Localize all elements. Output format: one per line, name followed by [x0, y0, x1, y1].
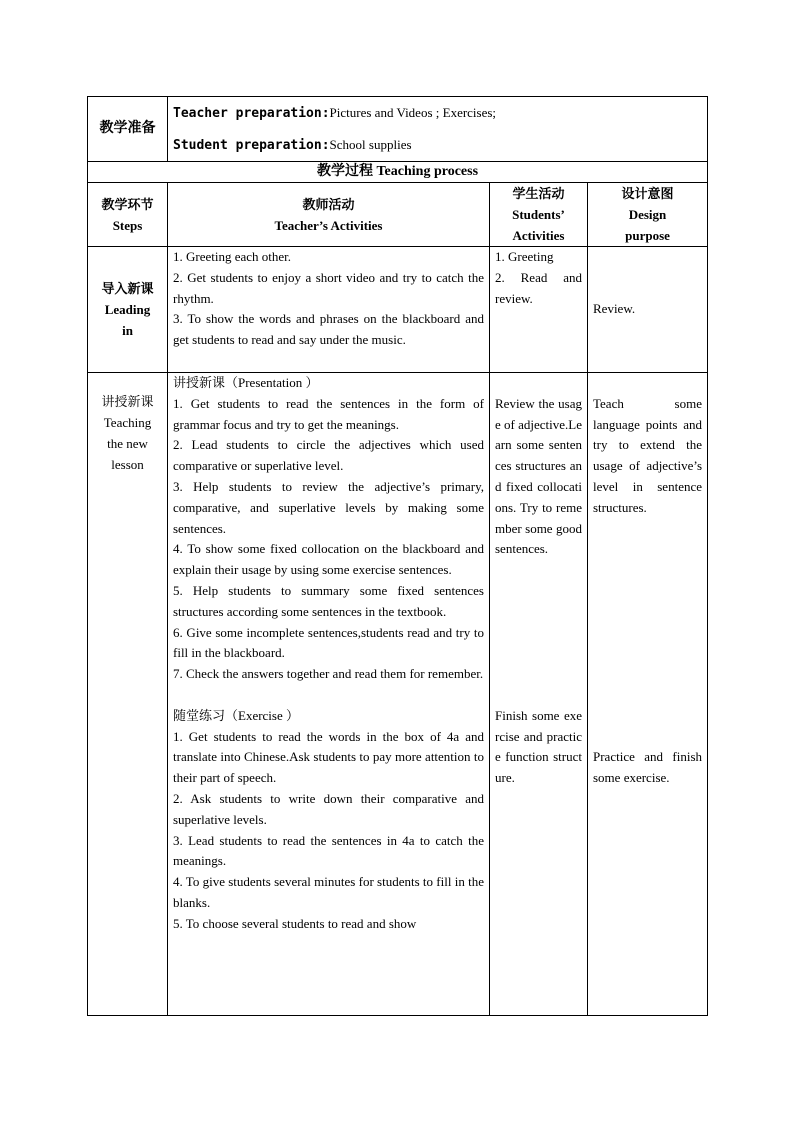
- presentation-step: 5. Help students to summary some fixed sentences structures according some sentences in the textbook.: [173, 582, 484, 619]
- presentation-title: 讲授新课（Presentation ）: [173, 375, 319, 390]
- teaching-label-en-3: lesson: [111, 457, 144, 472]
- leading-in-design: Review.: [588, 247, 708, 373]
- cell-gap: [593, 539, 702, 560]
- cell-gap: [593, 519, 702, 540]
- process-title: 教学过程 Teaching process: [88, 162, 708, 183]
- exercise-step: 3. Lead students to read the sentences in 4a to catch the meanings.: [173, 832, 484, 869]
- preparation-label: 教学准备: [88, 97, 168, 162]
- header-student-cn: 学生活动: [512, 186, 565, 201]
- header-teacher: [168, 183, 490, 247]
- cell-gap: [593, 373, 702, 394]
- header-steps-en: Steps: [112, 217, 143, 233]
- leading-in-label-cn: 导入新课: [101, 281, 154, 296]
- header-student: [490, 183, 588, 247]
- teaching-row: [88, 373, 708, 1016]
- leading-in-label-en-2: in: [122, 323, 133, 338]
- cell-gap: [593, 664, 702, 685]
- teacher-preparation-key: Teacher preparation:: [173, 106, 330, 121]
- teaching-teacher: [168, 373, 490, 1016]
- header-design-cn: 设计意图: [621, 186, 674, 201]
- presentation-step: 2. Lead students to circle the adjectives which used comparative or superlative level.: [173, 437, 484, 474]
- exercise-title: 随堂练习（Exercise ）: [173, 707, 300, 723]
- header-design-en-1: Design: [628, 207, 667, 222]
- section-gap: [173, 685, 484, 706]
- student-presentation: Review the usage of adjective.Learn some sentences structures and fixed collocations. Try to remember some good sentences.: [495, 395, 582, 557]
- preparation-row: [88, 97, 708, 162]
- student-preparation: [173, 129, 702, 161]
- student-exercise: Finish some exercise and practice function structure.: [495, 707, 582, 786]
- header-steps-cn: 教学环节: [101, 196, 154, 212]
- cell-gap: [495, 373, 582, 394]
- header-student-en-1: Students’: [512, 207, 565, 222]
- exercise-step: 2. Ask students to write down their comparative and superlative levels.: [173, 790, 484, 827]
- presentation-step: 3. Help students to review the adjective’s primary, comparative, and superlative levels by making some sentences.: [173, 478, 484, 536]
- cell-gap: [495, 685, 582, 706]
- teaching-label-en-1: Teaching: [103, 415, 152, 430]
- presentation-step: 1. Get students to read the sentences in the form of grammar focus and try to get the meanings.: [173, 395, 484, 432]
- teaching-student: [490, 373, 588, 1016]
- cell-gap: [593, 602, 702, 623]
- header-design-en-2: purpose: [625, 228, 670, 243]
- cell-gap: [495, 664, 582, 685]
- cell-gap: [593, 581, 702, 602]
- presentation-step: 6. Give some incomplete sentences,students read and try to fill in the blackboard.: [173, 624, 484, 661]
- student-preparation-value: School supplies: [329, 137, 412, 152]
- preparation-content: [168, 97, 708, 162]
- cell-gap: [495, 602, 582, 623]
- leading-in-row: [88, 247, 708, 373]
- leading-in-label-en-1: Leading: [104, 302, 151, 317]
- teaching-label-en-2: the new: [107, 436, 148, 451]
- leading-in-teacher-step: 3. To show the words and phrases on the blackboard and get students to read and say under the music.: [173, 311, 484, 348]
- leading-in-student-step: 1. Greeting: [495, 249, 554, 264]
- header-row: [88, 183, 708, 247]
- cell-gap: [495, 623, 582, 644]
- presentation-step: 7. Check the answers together and read them for remember.: [173, 666, 484, 682]
- leading-in-student-step: 2. Read and review.: [495, 269, 582, 306]
- cell-gap: [593, 727, 702, 748]
- cell-gap: [495, 581, 582, 602]
- cell-gap: [593, 560, 702, 581]
- header-design: [588, 183, 708, 247]
- header-steps: [88, 183, 168, 247]
- design-exercise: Practice and finish some exercise.: [593, 749, 703, 786]
- header-teacher-cn: 教师活动: [302, 196, 355, 212]
- cell-gap: [593, 685, 702, 706]
- header-student-en-2: Activities: [512, 228, 565, 243]
- design-presentation: Teach some language points and try to extend the usage of adjective’s level in sentence structures.: [593, 395, 703, 515]
- exercise-step: 5. To choose several students to read and show: [173, 915, 417, 931]
- process-title-row: [88, 162, 708, 183]
- cell-gap: [593, 623, 702, 644]
- student-preparation-key: Student preparation:: [173, 138, 330, 153]
- leading-in-teacher-step: 2. Get students to enjoy a short video and try to catch the rhythm.: [173, 269, 484, 306]
- teacher-preparation: [173, 97, 702, 129]
- leading-in-student: [490, 247, 588, 373]
- exercise-step: 4. To give students several minutes for students to fill in the blanks.: [173, 874, 484, 910]
- lesson-plan-table: [87, 96, 708, 1016]
- leading-in-label: [88, 247, 168, 373]
- cell-gap: [495, 643, 582, 664]
- cell-gap: [593, 706, 702, 727]
- teacher-preparation-value: Pictures and Videos ; Exercises;: [329, 105, 497, 120]
- teaching-label: [88, 373, 168, 1016]
- leading-in-teacher-step: 1. Greeting each other.: [173, 249, 292, 264]
- exercise-step: 1. Get students to read the words in the box of 4a and translate into Chinese.Ask students to pay more attention to their part of speech.: [173, 728, 484, 786]
- leading-in-teacher: [168, 247, 490, 373]
- cell-gap: [593, 643, 702, 664]
- header-teacher-en: Teacher’s Activities: [274, 217, 383, 233]
- teaching-design: [588, 373, 708, 1016]
- presentation-step: 4. To show some fixed collocation on the blackboard and explain their usage by using some exercise sentences.: [173, 541, 484, 578]
- cell-gap: [495, 560, 582, 581]
- teaching-label-cn: 讲授新课: [101, 394, 154, 409]
